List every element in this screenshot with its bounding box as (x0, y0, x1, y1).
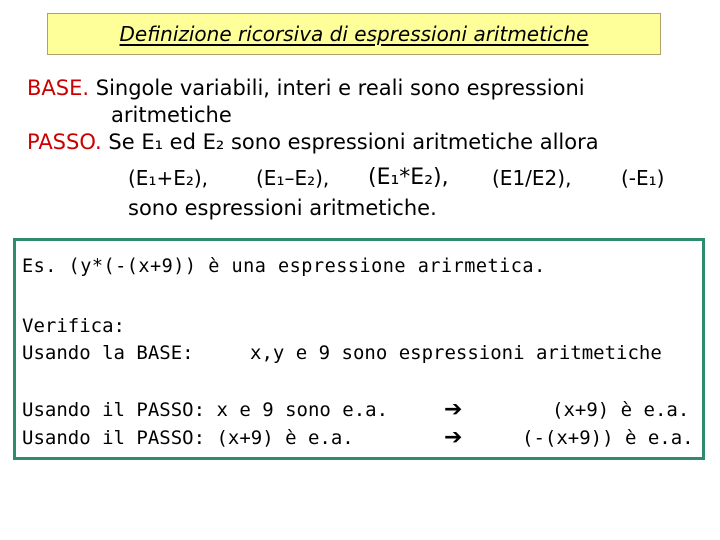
base-usage-result: x,y e 9 sono espressioni aritmetiche (250, 342, 662, 364)
passo-expr-5: (-E₁) (621, 166, 665, 190)
passo-text-1: Se E₁ ed E₂ sono espressioni aritmetiche allora (108, 130, 599, 154)
example-line: Es. (y*(-(x+9)) è una espressione arirmetica. (22, 256, 546, 277)
passo-expr-2: (E₁–E₂), (256, 166, 330, 190)
slide-title-box (47, 13, 661, 55)
step-1-label: Usando il PASSO: x e 9 sono e.a. (22, 399, 389, 421)
arrow-right-icon: ➔ (444, 397, 463, 422)
base-text-1: Singole variabili, interi e reali sono espressioni (95, 76, 585, 100)
passo-expr-3: (E₁*E₂), (368, 165, 449, 190)
passo-expr-4: (E1/E2), (492, 166, 572, 190)
arrow-right-icon: ➔ (444, 425, 463, 450)
verifica-label: Verifica: (22, 315, 125, 337)
base-usage-label: Usando la BASE: (22, 342, 194, 364)
passo-line-1 (27, 130, 599, 154)
step-2-result: (-(x+9)) è e.a. (522, 427, 694, 449)
base-line-1 (27, 76, 585, 100)
base-keyword: BASE. (27, 76, 90, 100)
base-line-2: aritmetiche (111, 103, 232, 127)
passo-line-3: sono espressioni aritmetiche. (128, 196, 437, 220)
slide-title: Definizione ricorsiva di espressioni aritmetiche (119, 22, 589, 46)
passo-expr-1: (E₁+E₂), (128, 166, 209, 190)
step-2-label: Usando il PASSO: (x+9) è e.a. (22, 427, 354, 449)
passo-keyword: PASSO. (27, 130, 102, 154)
step-1-result: (x+9) è e.a. (552, 399, 690, 421)
